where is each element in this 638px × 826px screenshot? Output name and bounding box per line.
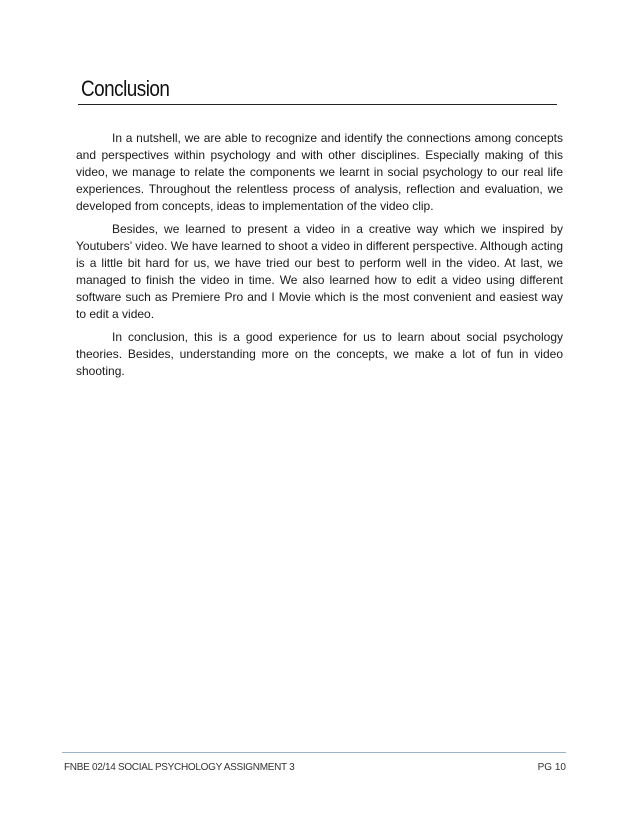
footer-course-label: FNBE 02/14 SOCIAL PSYCHOLOGY ASSIGNMENT 3	[64, 762, 295, 773]
section-heading: Conclusion	[81, 76, 170, 101]
paragraph-3: In conclusion, this is a good experience for us to learn about social psychology theories. Besides, understanding more on the concepts, we make a lot of fun in video shooting.	[76, 330, 563, 378]
paragraph-1: In a nutshell, we are able to recognize and identify the connections among concepts and perspectives within psychology and with other disciplines. Especially making of this video, we manage to relate the components we learnt in social psychology to our real life experiences. Throughout the relentless process of analysis, reflection and evaluation, we developed from concepts, ideas to implementation of the video clip.	[76, 131, 563, 213]
heading-divider	[78, 104, 557, 105]
body-text	[76, 130, 563, 386]
footer-page-number: PG 10	[537, 762, 566, 773]
footer-divider	[62, 752, 566, 753]
paragraph-2: Besides, we learned to present a video in a creative way which we inspired by Youtubers’ video. We have learned to shoot a video in different perspective. Although acting is a little bit hard for us, we have tried our best to perform well in the video. At last, we managed to finish the video in time. We also learned how to edit a video using different software such as Premiere Pro and I Movie which is the most convenient and easiest way to edit a video.	[76, 222, 563, 321]
